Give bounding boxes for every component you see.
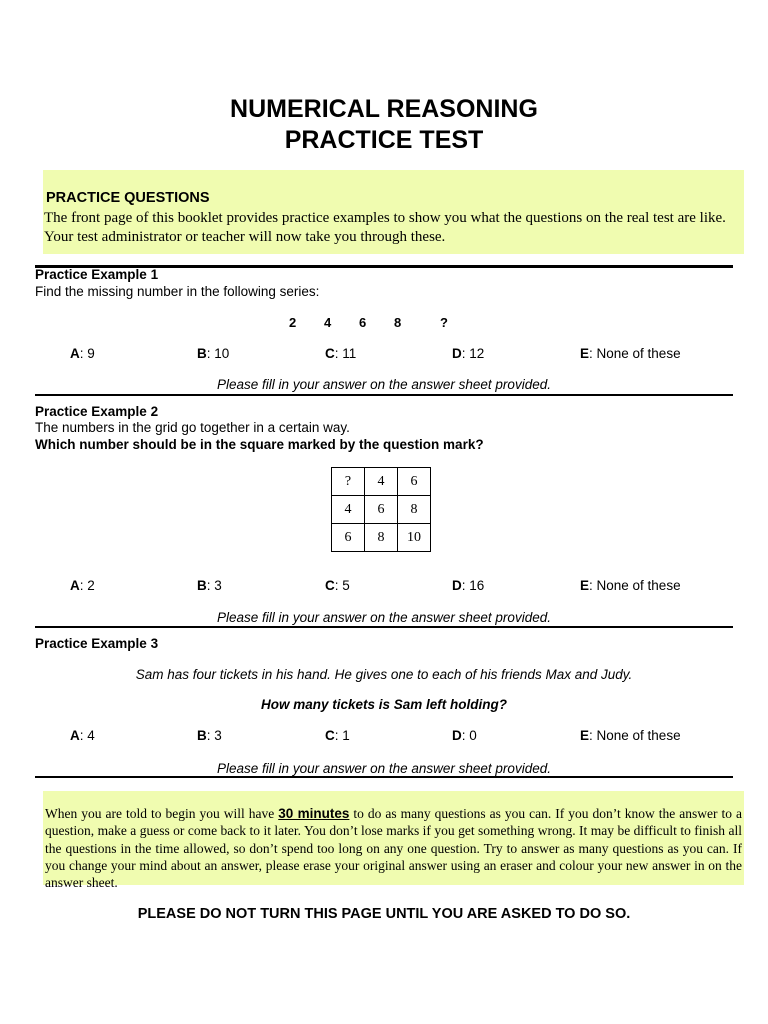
- series-item: 6: [359, 315, 367, 330]
- option-c[interactable]: C: 5: [325, 578, 350, 593]
- option-d[interactable]: D: 12: [452, 346, 485, 361]
- answer-sheet-note: Please fill in your answer on the answer sheet provided.: [217, 761, 551, 776]
- option-e[interactable]: E: None of these: [580, 578, 681, 593]
- example3-options: [70, 728, 710, 746]
- title-line-2: PRACTICE TEST: [284, 126, 484, 154]
- example2-instruction: The numbers in the grid go together in a certain way.: [35, 420, 350, 435]
- example2-title: Practice Example 2: [35, 404, 159, 419]
- example3-title: Practice Example 3: [35, 636, 159, 651]
- option-e[interactable]: E: None of these: [580, 728, 681, 743]
- grid-cell: ?: [332, 468, 365, 496]
- option-b[interactable]: B: 10: [197, 346, 230, 361]
- intro-box: [43, 170, 744, 254]
- grid-cell: 4: [365, 468, 398, 496]
- option-e[interactable]: E: None of these: [580, 346, 681, 361]
- grid-cell: 10: [398, 524, 431, 552]
- grid-cell: 8: [365, 524, 398, 552]
- option-a[interactable]: A: 4: [70, 728, 95, 743]
- grid-cell: 6: [332, 524, 365, 552]
- number-grid: [331, 467, 431, 552]
- grid-cell: 4: [332, 496, 365, 524]
- grid-cell: 6: [365, 496, 398, 524]
- instructions-box: [43, 791, 744, 891]
- answer-sheet-note: Please fill in your answer on the answer sheet provided.: [217, 610, 551, 625]
- divider: [35, 776, 733, 778]
- example1-title: Practice Example 1: [35, 267, 159, 282]
- number-series: [0, 315, 768, 333]
- divider: [35, 394, 733, 396]
- answer-sheet-note: Please fill in your answer on the answer sheet provided.: [217, 377, 551, 392]
- option-d[interactable]: D: 0: [452, 728, 477, 743]
- time-limit: 30 minutes: [278, 806, 350, 821]
- do-not-turn-note: PLEASE DO NOT TURN THIS PAGE UNTIL YOU ARE ASKED TO DO SO.: [137, 906, 631, 922]
- intro-text: The front page of this booklet provides practice examples to show you what the questions on the real test are like. Your test administrator or teacher will now take you through these.: [44, 210, 726, 245]
- option-a[interactable]: A: 2: [70, 578, 95, 593]
- option-b[interactable]: B: 3: [197, 578, 222, 593]
- series-item: 2: [289, 315, 297, 330]
- divider: [35, 626, 733, 628]
- option-c[interactable]: C: 1: [325, 728, 350, 743]
- grid-cell: 6: [398, 468, 431, 496]
- instructions-text: When you are told to begin you will have 30 minutes to do as many questions as you can. If you don’t know the answer to a question, make a guess or come back to it later. You don’t lose marks if you get something wrong. It may be difficult to finish all the questions in the time allowed, so don’t spend too long on any one question. Try to answer as many questions as you can. If you change your mind about an answer, please erase your original answer using an eraser and colour your new answer in on the answer sheet.: [45, 806, 742, 891]
- example2-options: [70, 578, 710, 596]
- option-a[interactable]: A: 9: [70, 346, 95, 361]
- example2-question: Which number should be in the square marked by the question mark?: [35, 437, 484, 452]
- series-item: 8: [394, 315, 402, 330]
- example3-question: How many tickets is Sam left holding?: [260, 697, 508, 712]
- example3-story: Sam has four tickets in his hand. He gives one to each of his friends Max and Judy.: [135, 667, 633, 682]
- example1-options: [70, 346, 710, 364]
- example1-instruction: Find the missing number in the following series:: [35, 284, 320, 299]
- series-item: 4: [324, 315, 332, 330]
- option-c[interactable]: C: 11: [325, 346, 357, 361]
- grid-cell: 8: [398, 496, 431, 524]
- intro-heading: PRACTICE QUESTIONS: [46, 190, 210, 206]
- title-line-1: NUMERICAL REASONING: [230, 95, 538, 123]
- series-item: ?: [440, 315, 448, 330]
- option-d[interactable]: D: 16: [452, 578, 485, 593]
- option-b[interactable]: B: 3: [197, 728, 222, 743]
